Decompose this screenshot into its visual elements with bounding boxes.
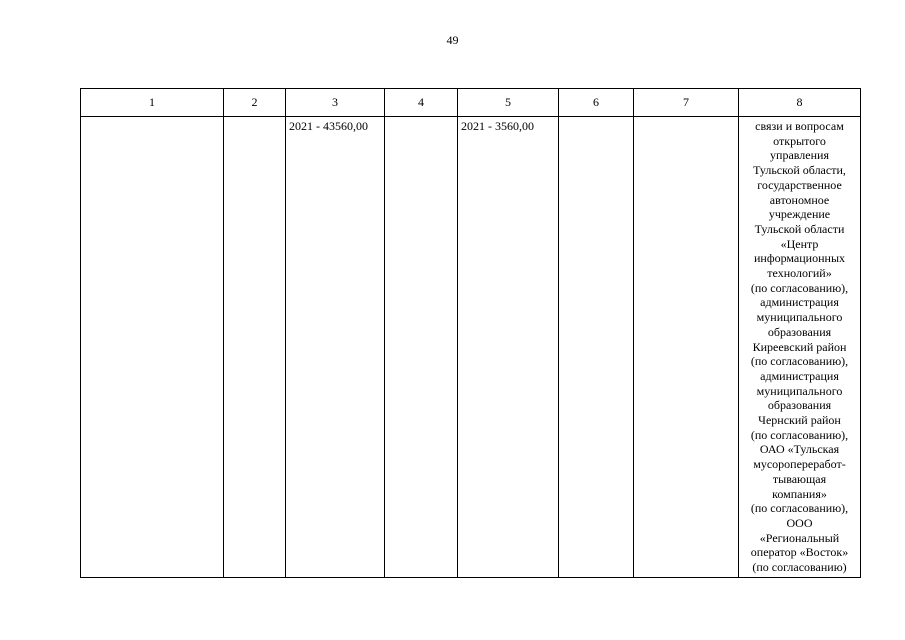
cell-col-4-text [385,117,457,121]
cell-col-8-line: технологий» [767,266,832,281]
cell-col-8-line: ООО [786,515,813,530]
cell-col-8-line: управления [770,148,829,163]
cell-col-8-line: (по согласованию) [752,560,847,575]
cell-col-8-line: (по согласованию), [750,354,849,369]
cell-col-8-line: «Центр [780,236,819,251]
cell-col-8-line: учреждение [768,207,831,222]
cell-col-3 [286,117,385,578]
cell-col-8-line: Чернский район [758,413,841,428]
cell-col-8-line: Тульской области, [753,163,846,178]
cell-col-8-line: тывающая [772,471,827,486]
cell-col-8 [739,117,861,578]
cell-col-8-line: оператор «Восток» [750,545,849,560]
cell-col-8-line: (по согласованию), [750,280,849,295]
cell-col-7 [634,117,739,578]
cell-col-8-line: (по согласованию), [750,501,849,516]
cell-col-8-line: «Региональный [759,530,840,545]
cell-col-8-line: автономное [769,192,830,207]
cell-col-6-text [559,117,633,121]
header-col-4: 4 [385,89,458,117]
header-col-3: 3 [286,89,385,117]
cell-col-8-line: мусоропереработ- [753,457,846,472]
table-header-row [81,89,861,117]
header-col-7: 7 [634,89,739,117]
cell-col-5-text: 2021 - 3560,00 [461,119,534,133]
cell-col-2-text [224,117,285,121]
header-col-8: 8 [739,89,861,117]
cell-col-1-text [81,117,223,121]
cell-col-3-text: 2021 - 43560,00 [289,119,368,133]
cell-col-8-line: ОАО «Тульская [759,442,840,457]
cell-col-6 [559,117,634,578]
header-col-6: 6 [559,89,634,117]
header-col-1: 1 [81,89,224,117]
cell-col-1 [81,117,224,578]
cell-col-8-line: муниципального [756,310,843,325]
cell-col-8-line: компания» [772,486,827,501]
document-table [80,88,861,578]
cell-col-8-line: государственное [757,177,842,192]
header-col-5: 5 [458,89,559,117]
cell-col-8-line: открытого [773,133,826,148]
cell-col-8-line: муниципального [756,383,843,398]
cell-col-8-line: информационных [753,251,846,266]
cell-col-8-line: Тульской области [754,221,845,236]
cell-col-2 [224,117,286,578]
page-number: 49 [446,33,459,47]
cell-col-4 [385,117,458,578]
cell-col-8-line: образования [767,324,832,339]
cell-col-7-text [634,117,738,121]
cell-col-8-line: связи и вопросам [755,119,844,133]
cell-col-8-line: администрация [760,368,839,383]
cell-col-8-line: образования [767,398,832,413]
cell-col-5 [458,117,559,578]
cell-col-8-text [739,117,860,577]
header-col-2: 2 [224,89,286,117]
cell-col-8-line: администрация [760,295,839,310]
table-row [81,117,861,578]
cell-col-8-line: Киреевский район [752,339,847,354]
cell-col-8-line: (по согласованию), [750,427,849,442]
